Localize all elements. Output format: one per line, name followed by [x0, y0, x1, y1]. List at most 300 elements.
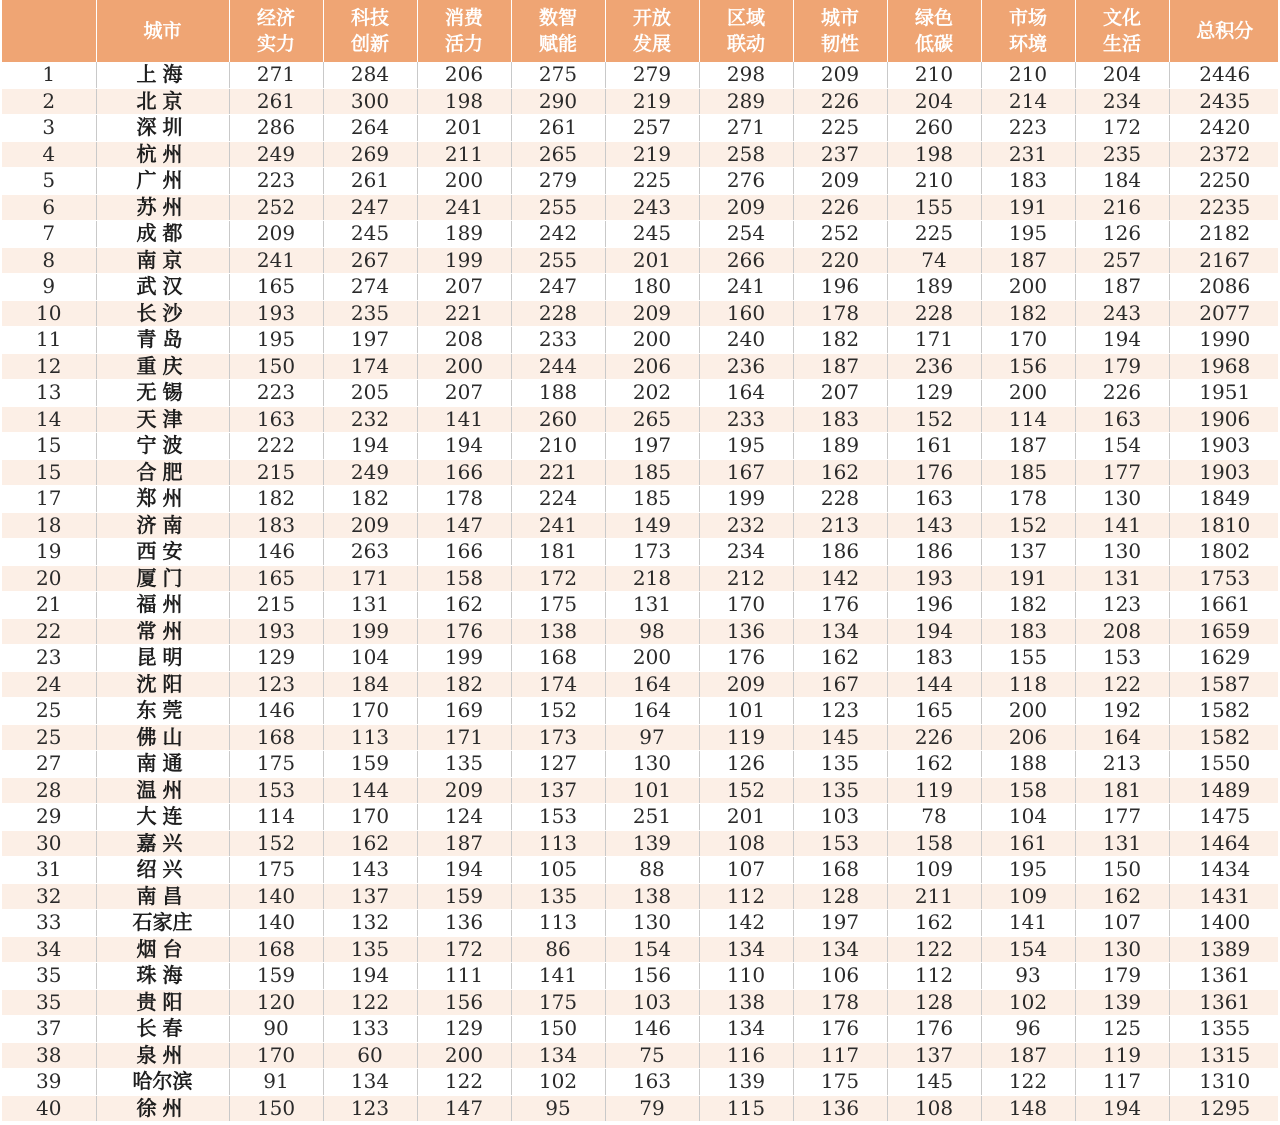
city-resilience-cell: 117: [793, 1042, 887, 1069]
rank-cell: 19: [2, 539, 96, 566]
rank-cell: 21: [2, 592, 96, 619]
table-row: [2, 115, 1278, 142]
city-resilience-cell: 207: [793, 380, 887, 407]
open-development-cell: 103: [605, 989, 699, 1016]
city-cell: 无锡: [96, 380, 229, 407]
city-resilience-cell: 167: [793, 671, 887, 698]
city-cell: 哈尔滨: [96, 1069, 229, 1096]
economic-strength-cell: 168: [229, 936, 323, 963]
table-row: [2, 883, 1278, 910]
regional-linkage-cell: 112: [699, 883, 793, 910]
market-environment-cell: 231: [981, 141, 1075, 168]
economic-strength-cell: 91: [229, 1069, 323, 1096]
city-resilience-cell: 168: [793, 857, 887, 884]
table-row: [2, 194, 1278, 221]
green-lowcarbon-cell: 183: [887, 645, 981, 672]
digital-empowerment-cell: 174: [511, 671, 605, 698]
economic-strength-cell: 120: [229, 989, 323, 1016]
digital-empowerment-cell: 279: [511, 168, 605, 195]
culture-life-cell: 131: [1075, 830, 1169, 857]
tech-innovation-cell: 133: [323, 1016, 417, 1043]
rank-cell: 1: [2, 62, 96, 88]
city-cell: 重庆: [96, 353, 229, 380]
total-score-cell: 1629: [1169, 645, 1278, 672]
city-resilience-cell: 186: [793, 539, 887, 566]
city-cell: 南京: [96, 247, 229, 274]
open-development-cell: 138: [605, 883, 699, 910]
economic-strength-cell: 209: [229, 221, 323, 248]
total-score-cell: 1990: [1169, 327, 1278, 354]
table-row: [2, 671, 1278, 698]
market-environment-cell: 141: [981, 910, 1075, 937]
rank-cell: 15: [2, 459, 96, 486]
green-lowcarbon-cell: 163: [887, 486, 981, 513]
table-row: [2, 565, 1278, 592]
open-development-header: [605, 0, 699, 62]
green-lowcarbon-cell: 171: [887, 327, 981, 354]
market-environment-cell: 187: [981, 247, 1075, 274]
city-resilience-cell: 106: [793, 963, 887, 990]
rank-cell: 5: [2, 168, 96, 195]
regional-linkage-cell: 116: [699, 1042, 793, 1069]
city-cell: 长沙: [96, 300, 229, 327]
city-cell: 福州: [96, 592, 229, 619]
table-row: [2, 804, 1278, 831]
city-cell: 苏州: [96, 194, 229, 221]
digital-empowerment-cell: 105: [511, 857, 605, 884]
regional-linkage-cell: 199: [699, 486, 793, 513]
consumption-vitality-cell: 136: [417, 910, 511, 937]
open-development-cell: 200: [605, 645, 699, 672]
regional-linkage-cell: 236: [699, 353, 793, 380]
economic-strength-cell: 146: [229, 539, 323, 566]
economic-strength-cell: 165: [229, 274, 323, 301]
regional-linkage-cell: 234: [699, 539, 793, 566]
table-row: [2, 724, 1278, 751]
green-lowcarbon-cell: 225: [887, 221, 981, 248]
digital-empowerment-cell: 255: [511, 247, 605, 274]
economic-strength-cell: 215: [229, 592, 323, 619]
city-resilience-cell: 182: [793, 327, 887, 354]
market-environment-cell: 137: [981, 539, 1075, 566]
city-cell: 长春: [96, 1016, 229, 1043]
total-score-cell: 1361: [1169, 963, 1278, 990]
table-row: [2, 512, 1278, 539]
tech-innovation-header: [323, 0, 417, 62]
digital-empowerment-cell: 172: [511, 565, 605, 592]
economic-strength-cell: 223: [229, 168, 323, 195]
consumption-vitality-cell: 207: [417, 380, 511, 407]
rank-cell: 7: [2, 221, 96, 248]
culture-life-cell: 204: [1075, 62, 1169, 88]
digital-empowerment-cell: 134: [511, 1042, 605, 1069]
culture-life-cell: 150: [1075, 857, 1169, 884]
total-score-cell: 1582: [1169, 724, 1278, 751]
green-lowcarbon-cell: 211: [887, 883, 981, 910]
culture-life-cell: 163: [1075, 406, 1169, 433]
header-label-line2: 赋能: [538, 33, 577, 55]
header-label-line2: 创新: [350, 33, 389, 55]
market-environment-cell: 102: [981, 989, 1075, 1016]
consumption-vitality-cell: 198: [417, 88, 511, 115]
market-environment-cell: 182: [981, 592, 1075, 619]
regional-linkage-cell: 209: [699, 671, 793, 698]
city-resilience-cell: 220: [793, 247, 887, 274]
header-label-line2: 韧性: [820, 33, 859, 55]
culture-life-cell: 172: [1075, 115, 1169, 142]
regional-linkage-cell: 107: [699, 857, 793, 884]
economic-strength-cell: 90: [229, 1016, 323, 1043]
economic-strength-header: [229, 0, 323, 62]
green-lowcarbon-cell: 137: [887, 1042, 981, 1069]
table-row: [2, 910, 1278, 937]
total-score-cell: 1903: [1169, 459, 1278, 486]
economic-strength-cell: 183: [229, 512, 323, 539]
header-label-line1: 经济: [256, 7, 295, 29]
market-environment-cell: 155: [981, 645, 1075, 672]
open-development-cell: 130: [605, 751, 699, 778]
consumption-vitality-cell: 171: [417, 724, 511, 751]
culture-life-cell: 181: [1075, 777, 1169, 804]
digital-empowerment-cell: 153: [511, 804, 605, 831]
header-label-line1: 城市: [820, 7, 859, 29]
culture-life-cell: 234: [1075, 88, 1169, 115]
city-resilience-cell: 228: [793, 486, 887, 513]
tech-innovation-cell: 113: [323, 724, 417, 751]
table-row: [2, 168, 1278, 195]
city-cell: 昆明: [96, 645, 229, 672]
open-development-cell: 218: [605, 565, 699, 592]
rank-cell: 20: [2, 565, 96, 592]
market-environment-cell: 122: [981, 1069, 1075, 1096]
total-score-cell: 1295: [1169, 1095, 1278, 1122]
total-score-cell: 1489: [1169, 777, 1278, 804]
economic-strength-cell: 222: [229, 433, 323, 460]
tech-innovation-cell: 131: [323, 592, 417, 619]
tech-innovation-cell: 247: [323, 194, 417, 221]
city-cell: 济南: [96, 512, 229, 539]
rank-cell: 37: [2, 1016, 96, 1043]
table-row: [2, 353, 1278, 380]
header-label-line2: 环境: [1008, 33, 1047, 55]
consumption-vitality-cell: 141: [417, 406, 511, 433]
city-resilience-cell: 136: [793, 1095, 887, 1122]
city-resilience-cell: 153: [793, 830, 887, 857]
tech-innovation-cell: 245: [323, 221, 417, 248]
market-environment-cell: 187: [981, 1042, 1075, 1069]
green-lowcarbon-header: [887, 0, 981, 62]
total-score-cell: 1810: [1169, 512, 1278, 539]
rank-cell: 32: [2, 883, 96, 910]
market-environment-cell: 188: [981, 751, 1075, 778]
table-row: [2, 830, 1278, 857]
rank-cell: 24: [2, 671, 96, 698]
city-cell: 武汉: [96, 274, 229, 301]
city-resilience-cell: 128: [793, 883, 887, 910]
city-ranking-table: [2, 0, 1278, 1122]
regional-linkage-cell: 160: [699, 300, 793, 327]
table-row: [2, 963, 1278, 990]
green-lowcarbon-cell: 196: [887, 592, 981, 619]
digital-empowerment-header: [511, 0, 605, 62]
total-score-cell: 2235: [1169, 194, 1278, 221]
total-score-cell: 1389: [1169, 936, 1278, 963]
total-score-cell: 2250: [1169, 168, 1278, 195]
market-environment-cell: 170: [981, 327, 1075, 354]
culture-life-cell: 243: [1075, 300, 1169, 327]
market-environment-cell: 200: [981, 698, 1075, 725]
culture-life-header: [1075, 0, 1169, 62]
total-score-cell: 1355: [1169, 1016, 1278, 1043]
economic-strength-cell: 261: [229, 88, 323, 115]
culture-life-cell: 179: [1075, 963, 1169, 990]
consumption-vitality-cell: 209: [417, 777, 511, 804]
regional-linkage-cell: 108: [699, 830, 793, 857]
culture-life-cell: 164: [1075, 724, 1169, 751]
digital-empowerment-cell: 275: [511, 62, 605, 88]
open-development-cell: 251: [605, 804, 699, 831]
ranking-table-container: [2, 0, 1278, 1125]
table-body: [2, 62, 1278, 1122]
green-lowcarbon-cell: 158: [887, 830, 981, 857]
table-row: [2, 539, 1278, 566]
green-lowcarbon-cell: 198: [887, 141, 981, 168]
tech-innovation-cell: 205: [323, 380, 417, 407]
economic-strength-cell: 286: [229, 115, 323, 142]
table-row: [2, 1095, 1278, 1122]
table-row: [2, 459, 1278, 486]
city-resilience-cell: 226: [793, 88, 887, 115]
regional-linkage-cell: 142: [699, 910, 793, 937]
digital-empowerment-cell: 255: [511, 194, 605, 221]
culture-life-cell: 117: [1075, 1069, 1169, 1096]
regional-linkage-cell: 298: [699, 62, 793, 88]
green-lowcarbon-cell: 145: [887, 1069, 981, 1096]
city-resilience-cell: 209: [793, 168, 887, 195]
table-row: [2, 221, 1278, 248]
economic-strength-cell: 182: [229, 486, 323, 513]
market-environment-cell: 195: [981, 221, 1075, 248]
regional-linkage-cell: 195: [699, 433, 793, 460]
market-environment-cell: 214: [981, 88, 1075, 115]
total-score-header: [1169, 0, 1278, 62]
tech-innovation-cell: 135: [323, 936, 417, 963]
total-score-cell: 1587: [1169, 671, 1278, 698]
total-score-cell: 1661: [1169, 592, 1278, 619]
city-resilience-cell: 183: [793, 406, 887, 433]
consumption-vitality-cell: 122: [417, 1069, 511, 1096]
city-cell: 合肥: [96, 459, 229, 486]
city-resilience-cell: 142: [793, 565, 887, 592]
consumption-vitality-cell: 159: [417, 883, 511, 910]
city-cell: 沈阳: [96, 671, 229, 698]
city-resilience-header: [793, 0, 887, 62]
rank-cell: 15: [2, 433, 96, 460]
culture-life-cell: 139: [1075, 989, 1169, 1016]
tech-innovation-cell: 269: [323, 141, 417, 168]
market-environment-cell: 158: [981, 777, 1075, 804]
culture-life-cell: 194: [1075, 1095, 1169, 1122]
city-resilience-cell: 134: [793, 618, 887, 645]
consumption-vitality-cell: 169: [417, 698, 511, 725]
rank-cell: 29: [2, 804, 96, 831]
rank-cell: 3: [2, 115, 96, 142]
city-cell: 广州: [96, 168, 229, 195]
culture-life-cell: 235: [1075, 141, 1169, 168]
market-environment-cell: 183: [981, 618, 1075, 645]
total-score-cell: 1310: [1169, 1069, 1278, 1096]
total-score-cell: 2182: [1169, 221, 1278, 248]
economic-strength-cell: 140: [229, 910, 323, 937]
open-development-cell: 130: [605, 910, 699, 937]
consumption-vitality-cell: 200: [417, 1042, 511, 1069]
green-lowcarbon-cell: 176: [887, 459, 981, 486]
open-development-cell: 139: [605, 830, 699, 857]
consumption-vitality-cell: 221: [417, 300, 511, 327]
digital-empowerment-cell: 173: [511, 724, 605, 751]
market-environment-cell: 156: [981, 353, 1075, 380]
city-cell: 宁波: [96, 433, 229, 460]
economic-strength-cell: 249: [229, 141, 323, 168]
tech-innovation-cell: 249: [323, 459, 417, 486]
digital-empowerment-cell: 150: [511, 1016, 605, 1043]
regional-linkage-header: [699, 0, 793, 62]
tech-innovation-cell: 174: [323, 353, 417, 380]
digital-empowerment-cell: 168: [511, 645, 605, 672]
consumption-vitality-cell: 135: [417, 751, 511, 778]
culture-life-cell: 141: [1075, 512, 1169, 539]
tech-innovation-cell: 284: [323, 62, 417, 88]
total-score-cell: 1906: [1169, 406, 1278, 433]
digital-empowerment-cell: 228: [511, 300, 605, 327]
city-cell: 泉州: [96, 1042, 229, 1069]
digital-empowerment-cell: 135: [511, 883, 605, 910]
tech-innovation-cell: 264: [323, 115, 417, 142]
city-cell: 天津: [96, 406, 229, 433]
consumption-vitality-cell: 147: [417, 1095, 511, 1122]
digital-empowerment-cell: 138: [511, 618, 605, 645]
digital-empowerment-cell: 247: [511, 274, 605, 301]
economic-strength-cell: 193: [229, 618, 323, 645]
digital-empowerment-cell: 86: [511, 936, 605, 963]
green-lowcarbon-cell: 165: [887, 698, 981, 725]
rank-cell: 4: [2, 141, 96, 168]
culture-life-cell: 130: [1075, 486, 1169, 513]
open-development-cell: 156: [605, 963, 699, 990]
table-row: [2, 300, 1278, 327]
tech-innovation-cell: 182: [323, 486, 417, 513]
tech-innovation-cell: 60: [323, 1042, 417, 1069]
header-label-line1: 文化: [1102, 7, 1141, 29]
economic-strength-cell: 195: [229, 327, 323, 354]
regional-linkage-cell: 176: [699, 645, 793, 672]
economic-strength-cell: 152: [229, 830, 323, 857]
city-cell: 嘉兴: [96, 830, 229, 857]
header-label-line1: 科技: [350, 7, 389, 29]
city-cell: 青岛: [96, 327, 229, 354]
market-environment-cell: 96: [981, 1016, 1075, 1043]
regional-linkage-cell: 101: [699, 698, 793, 725]
header-label-line2: 实力: [256, 33, 295, 55]
green-lowcarbon-cell: 144: [887, 671, 981, 698]
city-resilience-cell: 225: [793, 115, 887, 142]
city-cell: 成都: [96, 221, 229, 248]
regional-linkage-cell: 164: [699, 380, 793, 407]
city-cell: 南通: [96, 751, 229, 778]
tech-innovation-cell: 104: [323, 645, 417, 672]
total-score-cell: 1582: [1169, 698, 1278, 725]
economic-strength-cell: 140: [229, 883, 323, 910]
city-resilience-cell: 135: [793, 751, 887, 778]
tech-innovation-cell: 199: [323, 618, 417, 645]
culture-life-cell: 130: [1075, 936, 1169, 963]
regional-linkage-cell: 152: [699, 777, 793, 804]
open-development-cell: 185: [605, 459, 699, 486]
city-resilience-cell: 145: [793, 724, 887, 751]
city-cell: 郑州: [96, 486, 229, 513]
green-lowcarbon-cell: 112: [887, 963, 981, 990]
tech-innovation-cell: 134: [323, 1069, 417, 1096]
table-row: [2, 380, 1278, 407]
economic-strength-cell: 146: [229, 698, 323, 725]
market-environment-cell: 118: [981, 671, 1075, 698]
economic-strength-cell: 153: [229, 777, 323, 804]
consumption-vitality-cell: 200: [417, 168, 511, 195]
economic-strength-cell: 114: [229, 804, 323, 831]
economic-strength-cell: 159: [229, 963, 323, 990]
total-score-cell: 1951: [1169, 380, 1278, 407]
rank-cell: 8: [2, 247, 96, 274]
city-cell: 贵阳: [96, 989, 229, 1016]
market-environment-cell: 183: [981, 168, 1075, 195]
open-development-cell: 164: [605, 698, 699, 725]
culture-life-cell: 126: [1075, 221, 1169, 248]
city-cell: 绍兴: [96, 857, 229, 884]
culture-life-cell: 179: [1075, 353, 1169, 380]
consumption-vitality-cell: 199: [417, 247, 511, 274]
city-resilience-cell: 178: [793, 300, 887, 327]
tech-innovation-cell: 232: [323, 406, 417, 433]
culture-life-cell: 122: [1075, 671, 1169, 698]
table-row: [2, 1042, 1278, 1069]
consumption-vitality-cell: 178: [417, 486, 511, 513]
economic-strength-cell: 252: [229, 194, 323, 221]
culture-life-cell: 192: [1075, 698, 1169, 725]
tech-innovation-cell: 235: [323, 300, 417, 327]
tech-innovation-cell: 162: [323, 830, 417, 857]
green-lowcarbon-cell: 143: [887, 512, 981, 539]
header-label-line1: 绿色: [914, 7, 953, 29]
table-row: [2, 486, 1278, 513]
economic-strength-cell: 241: [229, 247, 323, 274]
city-resilience-cell: 252: [793, 221, 887, 248]
green-lowcarbon-cell: 176: [887, 1016, 981, 1043]
total-score-cell: 2372: [1169, 141, 1278, 168]
culture-life-cell: 216: [1075, 194, 1169, 221]
digital-empowerment-cell: 233: [511, 327, 605, 354]
city-cell: 烟台: [96, 936, 229, 963]
culture-life-cell: 162: [1075, 883, 1169, 910]
city-cell: 上海: [96, 62, 229, 88]
open-development-cell: 164: [605, 671, 699, 698]
open-development-cell: 185: [605, 486, 699, 513]
rank-cell: 38: [2, 1042, 96, 1069]
culture-life-cell: 131: [1075, 565, 1169, 592]
culture-life-cell: 177: [1075, 459, 1169, 486]
tech-innovation-cell: 122: [323, 989, 417, 1016]
regional-linkage-cell: 136: [699, 618, 793, 645]
total-score-cell: 1659: [1169, 618, 1278, 645]
